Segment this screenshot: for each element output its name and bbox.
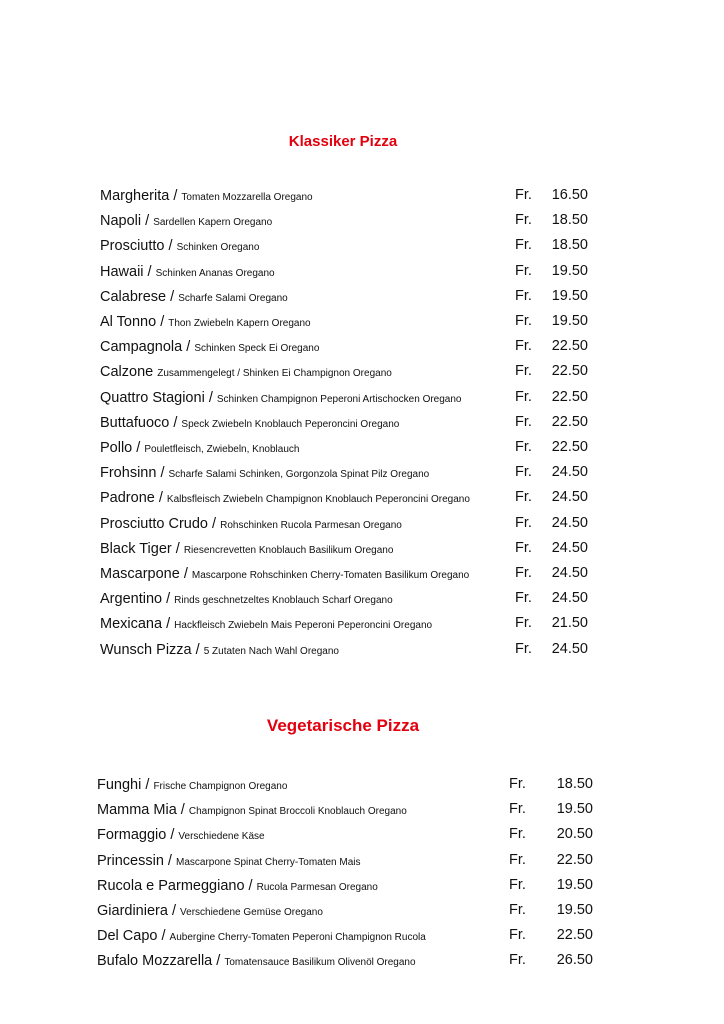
item-price: 21.50 <box>551 615 588 632</box>
item-name: Margherita <box>100 188 170 204</box>
item-price: 22.50 <box>551 338 588 355</box>
item-description: Tomatensauce Basilikum Olivenöl Oregano <box>224 957 416 969</box>
item-name: Campagnola <box>100 339 183 356</box>
item-name: Bufalo Mozzarella <box>97 953 213 970</box>
item-description: Thon Zwiebeln Kapern Oregano <box>168 318 311 329</box>
item-description: Frische Champignon Oregano <box>153 781 288 792</box>
item-separator: / <box>176 802 189 819</box>
item-separator: / <box>154 490 167 507</box>
item-price: 22.50 <box>556 927 593 944</box>
menu-item <box>97 952 416 972</box>
item-separator: / <box>141 777 154 793</box>
item-separator: / <box>179 566 192 582</box>
currency-label: Fr. <box>509 952 526 969</box>
item-description: Verschiedene Käse <box>178 831 265 843</box>
item-description: Pouletfleisch, Zwiebeln, Knoblauch <box>144 444 300 455</box>
item-separator: / <box>169 414 182 431</box>
item-name: Prosciutto Crudo <box>100 515 208 532</box>
menu-item <box>100 187 313 207</box>
item-name: Princessin <box>97 852 164 869</box>
currency-label: Fr. <box>515 363 532 380</box>
item-price: 19.50 <box>551 287 588 304</box>
item-name: Del Capo <box>97 928 158 945</box>
currency-label: Fr. <box>515 187 532 203</box>
item-description: Speck Zwiebeln Knoblauch Peperoncini Oregano <box>181 418 400 430</box>
currency-label: Fr. <box>515 313 532 329</box>
currency-label: Fr. <box>509 776 526 792</box>
item-separator: / <box>244 877 257 894</box>
menu-item <box>97 877 378 897</box>
currency-label: Fr. <box>515 212 532 229</box>
item-price: 20.50 <box>556 826 593 843</box>
menu-item <box>100 540 393 560</box>
item-name: Mexicana <box>100 616 163 633</box>
menu-item <box>100 414 399 434</box>
menu-item <box>100 338 319 358</box>
item-name: Calzone <box>100 364 154 381</box>
item-price: 18.50 <box>551 212 588 229</box>
item-name: Rucola e Parmeggiano <box>97 877 245 894</box>
item-price: 24.50 <box>551 539 588 556</box>
currency-label: Fr. <box>509 851 526 868</box>
item-description: Rucola Parmesan Oregano <box>256 881 378 893</box>
item-name: Calabrese <box>100 288 167 305</box>
menu-item <box>97 852 361 872</box>
item-price: 24.50 <box>551 464 588 481</box>
item-price: 22.50 <box>551 413 588 430</box>
item-name: Mamma Mia <box>97 802 177 819</box>
menu-item <box>100 641 339 661</box>
menu-item <box>100 263 275 283</box>
item-price: 18.50 <box>556 776 593 792</box>
item-separator: / <box>164 238 177 255</box>
item-separator: / <box>141 213 154 230</box>
item-separator: / <box>163 852 176 869</box>
item-price: 22.50 <box>551 439 588 455</box>
menu-item <box>100 212 272 232</box>
menu-item <box>97 902 323 922</box>
item-name: Padrone <box>100 490 155 507</box>
currency-label: Fr. <box>515 539 532 556</box>
item-separator: / <box>143 263 156 280</box>
currency-label: Fr. <box>515 262 532 279</box>
item-description: Zusammengelegt / Shinken Ei Champignon Oregano <box>157 368 392 380</box>
currency-label: Fr. <box>509 876 526 893</box>
item-separator: / <box>157 928 170 945</box>
currency-label: Fr. <box>515 640 532 657</box>
item-description: Schinken Oregano <box>176 242 260 254</box>
item-separator: / <box>166 827 179 844</box>
currency-label: Fr. <box>515 388 532 405</box>
item-description: Scharfe Salami Schinken, Gorgonzola Spinat Pilz Oregano <box>168 469 430 481</box>
currency-label: Fr. <box>515 590 532 607</box>
item-separator: / <box>212 953 225 970</box>
currency-label: Fr. <box>509 927 526 944</box>
item-separator: / <box>191 641 204 658</box>
item-price: 22.50 <box>551 388 588 405</box>
item-name: Napoli <box>100 213 142 230</box>
item-separator: / <box>132 440 145 456</box>
item-separator: / <box>182 339 195 356</box>
item-price: 22.50 <box>551 363 588 380</box>
section-title-vegetarisch: Vegetarische Pizza <box>266 716 420 735</box>
item-price: 19.50 <box>556 801 593 818</box>
item-name: Argentino <box>100 591 163 608</box>
item-separator: / <box>204 389 217 406</box>
currency-label: Fr. <box>509 902 526 918</box>
currency-label: Fr. <box>515 413 532 430</box>
item-separator: / <box>167 903 181 919</box>
item-price: 19.50 <box>551 262 588 279</box>
item-separator: / <box>166 288 179 305</box>
item-description: Kalbsfleisch Zwiebeln Champignon Knoblauch Peperoncini Oregano <box>166 494 470 506</box>
item-name: Mascarpone <box>100 566 180 582</box>
item-separator: / <box>169 188 182 204</box>
currency-label: Fr. <box>515 439 532 455</box>
item-price: 24.50 <box>551 640 588 657</box>
menu-item <box>100 489 470 509</box>
item-price: 19.50 <box>556 902 593 918</box>
menu-item <box>100 288 288 308</box>
menu-item <box>100 439 299 459</box>
menu-item <box>100 515 402 535</box>
item-description: Tomaten Mozzarella Oregano <box>181 192 313 203</box>
menu-item <box>100 389 462 409</box>
item-description: Mascarpone Rohschinken Cherry-Tomaten Basilikum Oregano <box>191 570 470 581</box>
item-price: 24.50 <box>551 489 588 506</box>
menu-item <box>97 776 287 796</box>
menu-item <box>97 826 265 846</box>
item-description: Rohschinken Rucola Parmesan Oregano <box>220 519 402 531</box>
currency-label: Fr. <box>515 287 532 304</box>
item-description: Schinken Ananas Oregano <box>155 267 275 279</box>
menu-item <box>100 363 392 383</box>
item-description: Scharfe Salami Oregano <box>178 292 288 304</box>
menu-item <box>97 927 426 947</box>
item-price: 24.50 <box>551 565 588 581</box>
item-separator: / <box>208 515 221 532</box>
currency-label: Fr. <box>515 237 532 254</box>
item-name: Quattro Stagioni <box>100 389 205 406</box>
currency-label: Fr. <box>515 338 532 355</box>
item-name: Black Tiger <box>100 540 172 557</box>
item-name: Prosciutto <box>100 238 165 255</box>
item-description: Verschiedene Gemüse Oregano <box>180 907 323 918</box>
item-name: Funghi <box>97 777 142 793</box>
menu-item <box>100 313 311 333</box>
currency-label: Fr. <box>509 826 526 843</box>
item-description: Mascarpone Spinat Cherry-Tomaten Mais <box>175 856 361 868</box>
item-name: Formaggio <box>97 827 167 844</box>
item-price: 19.50 <box>556 876 593 893</box>
item-description: Schinken Speck Ei Oregano <box>194 343 320 355</box>
item-separator: / <box>162 616 175 633</box>
item-price: 26.50 <box>556 952 593 969</box>
item-separator: / <box>162 591 175 608</box>
item-description: 5 Zutaten Nach Wahl Oregano <box>203 645 339 657</box>
item-description: Riesencrevetten Knoblauch Basilikum Oregano <box>183 544 394 556</box>
currency-label: Fr. <box>515 464 532 481</box>
currency-label: Fr. <box>515 615 532 632</box>
menu-item <box>100 237 259 257</box>
currency-label: Fr. <box>515 489 532 506</box>
item-description: Sardellen Kapern Oregano <box>153 217 273 229</box>
currency-label: Fr. <box>515 565 532 581</box>
item-name: Al Tonno <box>100 314 157 330</box>
item-price: 18.50 <box>551 237 588 254</box>
item-name: Hawaii <box>100 263 144 280</box>
item-separator: / <box>156 465 169 482</box>
item-separator: / <box>156 314 169 330</box>
item-description: Champignon Spinat Broccoli Knoblauch Oregano <box>188 806 407 818</box>
item-description: Schinken Champignon Peperoni Artischocken Oregano <box>216 393 462 405</box>
item-name: Frohsinn <box>100 465 157 482</box>
menu-item <box>100 615 432 635</box>
item-price: 24.50 <box>551 590 588 607</box>
item-price: 22.50 <box>556 851 593 868</box>
item-name: Wunsch Pizza <box>100 641 192 658</box>
currency-label: Fr. <box>515 514 532 531</box>
section-title-klassiker: Klassiker Pizza <box>288 133 398 150</box>
menu-item <box>97 801 407 821</box>
currency-label: Fr. <box>509 801 526 818</box>
menu-item <box>100 590 393 610</box>
item-name: Buttafuoco <box>100 414 170 431</box>
menu-item <box>100 565 469 585</box>
item-separator: / <box>171 540 184 557</box>
item-description: Aubergine Cherry-Tomaten Peperoni Champignon Rucola <box>169 932 426 944</box>
item-price: 24.50 <box>551 514 588 531</box>
item-description: Hackfleisch Zwiebeln Mais Peperoni Peperoncini Oregano <box>174 620 433 632</box>
item-name: Pollo <box>100 440 133 456</box>
item-name: Giardiniera <box>97 903 168 919</box>
menu-item <box>100 464 429 484</box>
item-description: Rinds geschnetzeltes Knoblauch Scharf Oregano <box>174 595 393 607</box>
item-price: 16.50 <box>551 187 588 203</box>
item-price: 19.50 <box>551 313 588 329</box>
